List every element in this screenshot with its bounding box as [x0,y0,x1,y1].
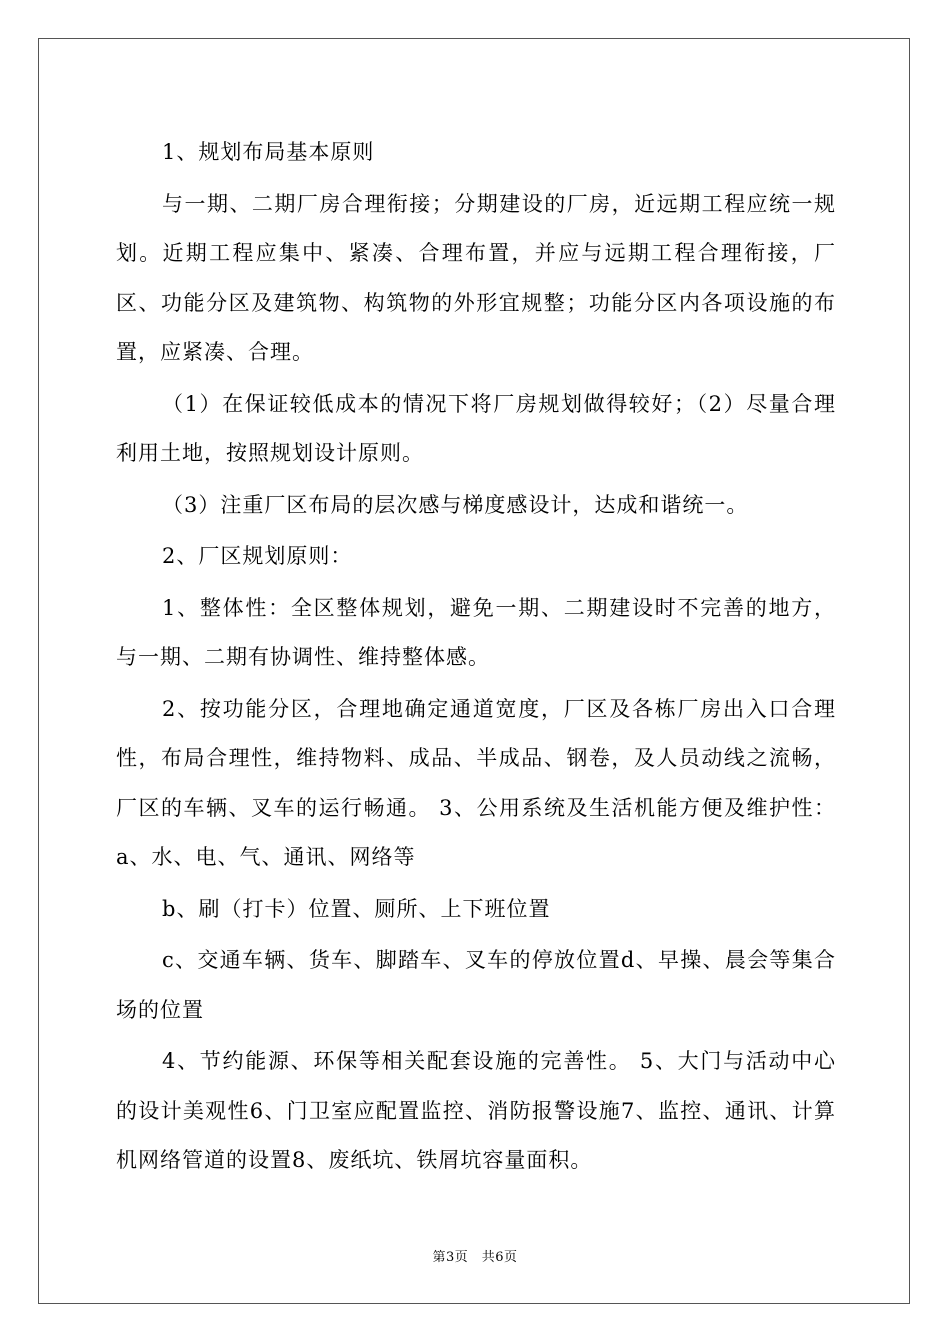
paragraph: 2、按功能分区，合理地确定通道宽度，厂区及各栋厂房出入口合理性，布局合理性，维持物料、成品、半成品、钢卷，及人员动线之流畅，厂区的车辆、叉车的运行畅通。 3、公用系统及生活机能方便及维护性：a、水、电、气、通讯、网络等 [116,696,836,869]
paragraph: （3）注重厂区布局的层次感与梯度感设计，达成和谐统一。 [162,492,749,517]
paragraph: 与一期、二期厂房合理衔接；分期建设的厂房，近远期工程应统一规划。近期工程应集中、紧凑、合理布置，并应与远期工程合理衔接，厂区、功能分区及建筑物、构筑物的外形宜规整；功能分区内各项设施的布置，应紧凑、合理。 [116,191,836,364]
page-number-footer: 第3页 共6页 [432,1250,518,1265]
paragraph: （1）在保证较低成本的情况下将厂房规划做得较好；（2）尽量合理利用土地，按照规划设计原则。 [116,391,836,465]
section-heading: 1、规划布局基本原则 [162,140,375,164]
document-body [116,128,836,1188]
paragraph: 1、整体性：全区整体规划，避免一期、二期建设时不完善的地方，与一期、二期有协调性、维持整体感。 [116,595,836,669]
paragraph: 4、节约能源、环保等相关配套设施的完善性。 5、大门与活动中心的设计美观性6、门卫室应配置监控、消防报警设施7、监控、通讯、计算机网络管道的设置8、废纸坑、铁屑坑容量面积。 [116,1049,836,1172]
section-heading: 2、厂区规划原则： [162,544,353,568]
paragraph: c、交通车辆、货车、脚踏车、叉车的停放位置d、早操、晨会等集合场的位置 [116,948,836,1022]
paragraph: b、刷（打卡）位置、厕所、上下班位置 [162,896,551,921]
